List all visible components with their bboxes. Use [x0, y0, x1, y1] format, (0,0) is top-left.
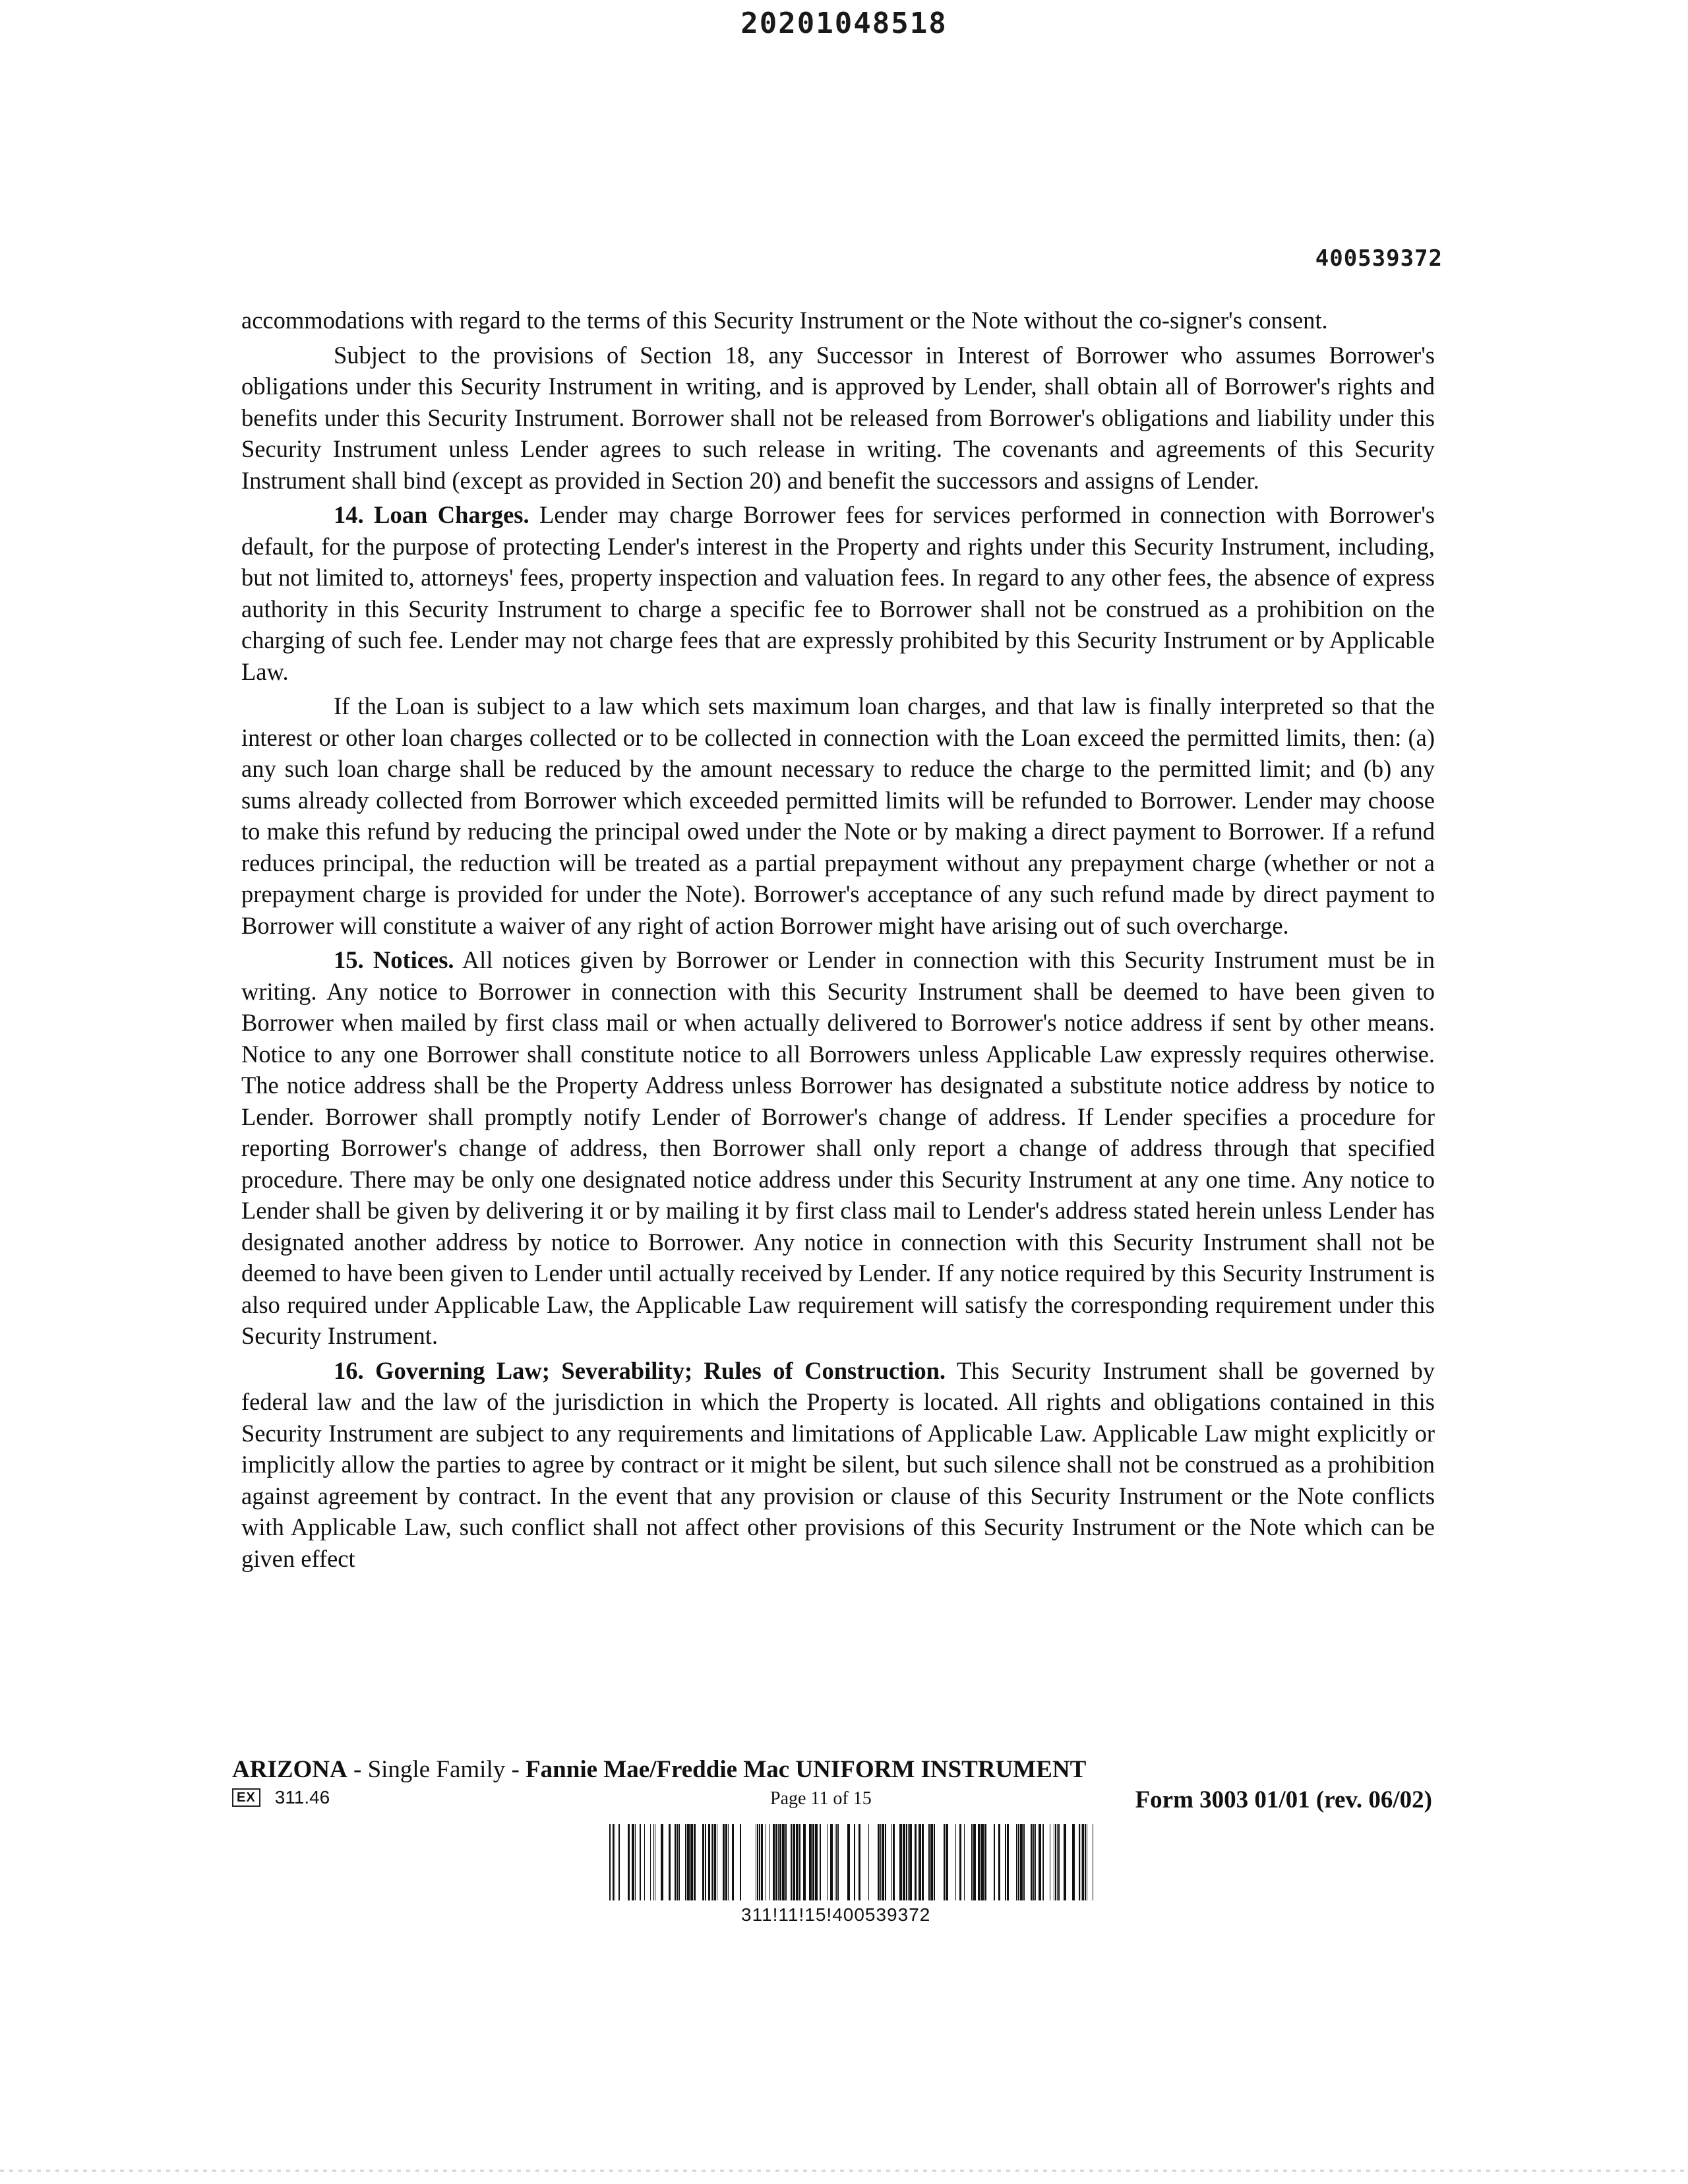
barcode-bar [609, 1824, 611, 1900]
barcode-bar [782, 1824, 785, 1900]
barcode-bar [971, 1824, 973, 1900]
form-uniform: UNIFORM INSTRUMENT [789, 1756, 1087, 1783]
barcode-bar [815, 1824, 818, 1900]
barcode-bar [803, 1824, 806, 1900]
barcode-bar [922, 1824, 924, 1900]
paragraph-governing-law: 16. Governing Law; Severability; Rules of Construction. This Security Instrument shall be governed by federal law and the law of the jurisdiction in which the Property is located. All rights and obligations contained in this Security Instrument are subject to any requirements and limitations of Applicable Law. Applicable Law might explicitly or implicitly allow the parties to agree by contract or it might be silent, but such silence shall not be construed as a prohibition against agreement by contract. In the event that any provision or clause of this Security Instrument or the Note conflicts with Applicable Law, such conflict shall not affect other provisions of this Security Instrument or the Note which can be given effect [241, 1356, 1435, 1572]
barcode-bar [785, 1824, 787, 1900]
barcode-bar [919, 1824, 921, 1900]
barcode-bar [714, 1824, 716, 1900]
barcode-bar [778, 1824, 779, 1900]
barcode-bar [728, 1824, 729, 1900]
barcode-bar [725, 1824, 727, 1900]
barcode-bar [854, 1824, 855, 1900]
barcode-bar [705, 1824, 706, 1900]
ex-logo-icon: EX [232, 1788, 260, 1807]
barcode-bar [868, 1824, 869, 1900]
barcode-bar [955, 1824, 956, 1900]
barcode-bar [628, 1824, 630, 1900]
scan-edge-artifact [0, 2169, 1688, 2172]
paragraph-loan-charges: 14. Loan Charges. Lender may charge Borrower fees for services performed in connection with Borrower's default, for the purpose of protecting Lender's interest in the Property and rights under this Security Instrument, including, but not limited to, attorneys' fees, property inspection and valuation fees. In regard to any other fees, the absence of express authority in this Security Instrument to charge a specific fee to Borrower shall not be construed as a prohibition on the charging of such fee. Lender may not charge fees that are expressly prohibited by this Security Instrument or by Applicable Law. [241, 501, 1435, 685]
barcode-bar [732, 1824, 734, 1900]
barcode-bar [796, 1824, 798, 1900]
barcode-bar [984, 1824, 986, 1900]
barcode-bar [858, 1824, 859, 1900]
paragraph-successor-in-interest: Subject to the provisions of Section 18, any Successor in Interest of Borrower who assumes Borrower's obligations under this Security Instrument in writing, and is approved by Lender, shall obtain all of Borrower's rights and benefits under this Security Instrument. Borrower shall not be released from Borrower's obligations and liability under this Security Instrument unless Lender agrees to such release in writing. The covenants and agreements of this Security Instrument shall bind (except as provided in Section 20) and benefit the successors and assigns of Lender. [241, 341, 1435, 494]
barcode-bar [880, 1824, 881, 1900]
barcode-bar [981, 1824, 984, 1900]
barcode-bar [934, 1824, 935, 1900]
barcode-bar [791, 1824, 792, 1900]
barcode-bar [708, 1824, 710, 1900]
barcode-bar [677, 1824, 678, 1900]
barcode-bar [1043, 1824, 1044, 1900]
barcode-bar [1023, 1824, 1025, 1900]
barcode-bar [908, 1824, 909, 1900]
barcode-bar [820, 1824, 821, 1900]
barcode-bar [1007, 1824, 1009, 1900]
barcode-bar [694, 1824, 696, 1900]
barcode-bar [635, 1824, 636, 1900]
barcode-bar [964, 1824, 965, 1900]
barcode-bar [1033, 1824, 1035, 1900]
barcode-bar [793, 1824, 795, 1900]
barcode-bar [757, 1824, 758, 1900]
barcode-bar [893, 1824, 895, 1900]
barcode-bar [661, 1824, 663, 1900]
barcode-bar [669, 1824, 671, 1900]
barcode-bar [769, 1824, 770, 1900]
document-body [241, 305, 1435, 1577]
barcode-bar [640, 1824, 641, 1900]
barcode-bar [613, 1824, 614, 1900]
barcode-bar [675, 1824, 676, 1900]
barcode-bar [678, 1824, 680, 1900]
barcode-bar [978, 1824, 980, 1900]
barcode-bar [1039, 1824, 1041, 1900]
barcode-bar [847, 1824, 850, 1900]
barcode-bar [1020, 1824, 1023, 1900]
barcode-bar [1005, 1824, 1006, 1900]
barcode-bar [687, 1824, 690, 1900]
section-heading: 16. Governing Law; Severability; Rules of Construction. [334, 1356, 946, 1384]
barcode-bar [928, 1824, 930, 1900]
barcode-bar [827, 1824, 828, 1900]
barcode-bar [653, 1824, 654, 1900]
barcode-bar [712, 1824, 713, 1900]
barcode-bar [773, 1824, 775, 1900]
form-code-row [232, 1787, 330, 1808]
barcode-bar [690, 1824, 693, 1900]
form-state: ARIZONA [232, 1756, 347, 1783]
barcode-bar [1082, 1824, 1084, 1900]
barcode-bar [1058, 1824, 1060, 1900]
barcode-bar [799, 1824, 800, 1900]
barcode-bar [779, 1824, 781, 1900]
barcode-bar [632, 1824, 634, 1900]
barcode-bar [1055, 1824, 1056, 1900]
barcode-bar [1031, 1824, 1033, 1900]
loan-number: 400539372 [1315, 245, 1443, 272]
barcode-icon [609, 1824, 1097, 1900]
barcode-bar [830, 1824, 833, 1900]
barcode-bar [1035, 1824, 1036, 1900]
form-title: ARIZONA - Single Family - Fannie Mae/Freddie Mac UNIFORM INSTRUMENT [232, 1756, 1087, 1783]
paragraph-cosigner-consent: accommodations with regard to the terms of this Security Instrument or the Note without the co-signer's consent. [241, 307, 1328, 334]
barcode-bar [759, 1824, 760, 1900]
page-indicator: Page 11 of 15 [770, 1788, 872, 1809]
barcode-bar [906, 1824, 907, 1900]
barcode-bar [702, 1824, 704, 1900]
barcode-bar [740, 1824, 741, 1900]
section-heading: 15. Notices. [334, 946, 454, 973]
barcode-bar [891, 1824, 892, 1900]
barcode-bar [1079, 1824, 1080, 1900]
barcode-bar [930, 1824, 933, 1900]
barcode-bar [944, 1824, 945, 1900]
barcode-bar [959, 1824, 961, 1900]
barcode-bar [878, 1824, 880, 1900]
barcode-bar [885, 1824, 886, 1900]
form-number: Form 3003 01/01 (rev. 06/02) [1135, 1786, 1432, 1813]
barcode-bar [1085, 1824, 1086, 1900]
barcode-bar [644, 1824, 645, 1900]
barcode-bar [1064, 1824, 1066, 1900]
paragraph-notices: 15. Notices. All notices given by Borrower or Lender in connection with this Security Instrument must be in writing. Any notice to Borrower in connection with this Security Instrument shall be deemed to have been given to Borrower when mailed by first class mail or when actually delivered to Borrower's notice address if sent by other means. Notice to any one Borrower shall constitute notice to all Borrowers unless Applicable Law expressly requires otherwise. The notice address shall be the Property Address unless Borrower has designated a substitute notice address by notice to Lender. Borrower shall promptly notify Lender of Borrower's change of address. If Lender specifies a procedure for reporting Borrower's change of address, then Borrower shall only report a change of address through that specified procedure. There may be only one designated notice address under this Security Instrument at any one time. Any notice to Lender shall be given by delivering it or by mailing it by first class mail to Lender's address stated herein unless Lender has designated another address by notice to Borrower. Any notice in connection with this Security Instrument shall not be deemed to have been given to Lender until actually received by Lender. If any notice required by this Security Instrument is also required under Applicable Law, the Applicable Law requirement will satisfy the corresponding requirement under this Security Instrument. [241, 946, 1435, 1349]
barcode-bar [915, 1824, 917, 1900]
barcode-bar [946, 1824, 948, 1900]
barcode-bar [903, 1824, 905, 1900]
barcode-bar [837, 1824, 839, 1900]
form-code: 311.46 [274, 1787, 330, 1807]
form-family: Single Family [367, 1756, 506, 1783]
barcode-bar [685, 1824, 686, 1900]
barcode-bar [882, 1824, 884, 1900]
barcode-bar [650, 1824, 651, 1900]
barcode-bar [994, 1824, 995, 1900]
recording-number: 20201048518 [740, 7, 948, 40]
barcode-bar [1072, 1824, 1075, 1900]
barcode-bar [812, 1824, 814, 1900]
barcode-bar [809, 1824, 812, 1900]
barcode-bar [1018, 1824, 1019, 1900]
barcode-bar [836, 1824, 837, 1900]
barcode-bar [761, 1824, 763, 1900]
barcode-bar [899, 1824, 902, 1900]
barcode-bar [1057, 1824, 1058, 1900]
barcode-bar [618, 1824, 620, 1900]
barcode-bar [909, 1824, 912, 1900]
barcode-bar [973, 1824, 976, 1900]
barcode-text: 311!11!15!400539372 [741, 1904, 931, 1925]
barcode-bar [998, 1824, 1000, 1900]
paragraph-maximum-loan-charges: If the Loan is subject to a law which sets maximum loan charges, and that law is finally interpreted so that the interest or other loan charges collected or to be collected in connection with the Loan exceed the permitted limits, then: (a) any such loan charge shall be reduced by the amount necessary to reduce the charge to the permitted limit; and (b) any sums already collected from Borrower which exceeded permitted limits will be refunded to Borrower. Lender may choose to make this refund by reducing the principal owed under the Note or by making a direct payment to Borrower. If a refund reduces principal, the reduction will be treated as a partial prepayment without any prepayment charge (whether or not a prepayment charge is provided for under the Note). Borrower's acceptance of any such refund made by direct payment to Borrower will constitute a waiver of any right of action Borrower might have arising out of such overcharge. [241, 692, 1435, 939]
barcode-bar [1016, 1824, 1017, 1900]
barcode-bar [723, 1824, 725, 1900]
barcode-bar [859, 1824, 860, 1900]
form-agency: Fannie Mae/Freddie Mac [526, 1756, 790, 1783]
barcode-bar [775, 1824, 777, 1900]
section-heading: 14. Loan Charges. [334, 501, 529, 528]
